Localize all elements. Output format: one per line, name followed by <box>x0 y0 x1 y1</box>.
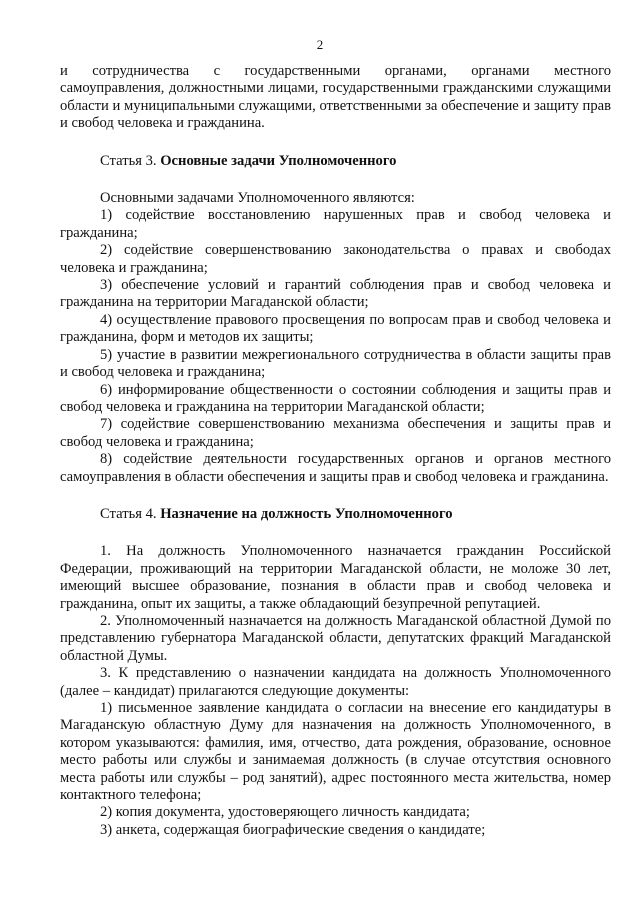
document-item: 2) копия документа, удостоверяющего личность кандидата; <box>100 804 470 821</box>
task-item: 1) содействие восстановлению нарушенных прав и свобод человека и гражданина; <box>60 207 611 241</box>
task-item: 4) осуществление правового просвещения по вопросам прав и свобод человека и гражданина, форм и методов их защиты; <box>60 311 611 346</box>
intro-line: и сотрудничества с государственными органами, органами местного <box>60 63 611 79</box>
article-4-paragraph-2: 2. Уполномоченный назначается на должность Магаданской областной Думой по представлению губернатора Магаданской области, депутатских фракций Магаданской областной Думы. <box>60 612 611 664</box>
article-4-paragraph-1: 1. На должность Уполномоченного назначается гражданин Российской Федерации, проживающий на территории Магаданской области, не моложе 30 лет, имеющий высшее образование, познания в области прав и свобод человека и гражданина, опыт их защиты, а также обладающий безупречной репутацией. <box>60 543 611 612</box>
task-item: 2) содействие совершенствованию законодательства о правах и свободах человека и гражданина; <box>60 242 611 276</box>
task-item: 8) содействие деятельности государственных органов и органов местного самоуправления в области обеспечения и защиты прав и свобод человека и гражданина. <box>60 451 611 485</box>
page-number: 2 <box>316 37 324 52</box>
task-item: 6) информирование общественности о состоянии соблюдения и защиты прав и свобод человека и гражданина на территории Магаданской области; <box>60 381 611 415</box>
task-item: 3) обеспечение условий и гарантий соблюдения прав и свобод человека и гражданина на территории Магаданской области; <box>60 277 611 311</box>
article-3-lead: Основными задачами Уполномоченного являются: <box>100 190 415 207</box>
task-item: 7) содействие совершенствованию механизма обеспечения и защиты прав и свобод человека и гражданина; <box>60 416 611 450</box>
article-3-title: Основные задачи Уполномоченного <box>160 152 397 169</box>
document-item: 1) письменное заявление кандидата о согласии на внесение его кандидатуры в Магаданскую областную Думу для назначения на должность Уполномоченного, в котором указываются: фамилия, имя, отчество, дата рождения, образование, основное место работы или службы и занимаемая должность (в случае отсутствия основного места работы или службы – род занятий), адрес постоянного места жительства, номер контактного телефона; <box>60 700 611 804</box>
intro-paragraph: самоуправления, должностными лицами, государственными гражданскими служащими области и муниципальными служащими, ответственными за обеспечение и защиту прав и свобод человека и гражданина. <box>60 80 611 132</box>
article-4-title: Назначение на должность Уполномоченного <box>160 505 453 522</box>
article-4-heading <box>60 506 611 523</box>
article-3-heading <box>60 153 611 170</box>
task-item: 5) участие в развитии межрегионального сотрудничества в области защиты прав и свобод человека и гражданина; <box>60 346 611 381</box>
document-body <box>60 63 611 839</box>
document-item: 3) анкета, содержащая биографические сведения о кандидате; <box>100 821 486 838</box>
article-4-prefix: Статья 4. <box>100 505 157 522</box>
article-4-paragraph-3: 3. К представлению о назначении кандидата на должность Уполномоченного (далее – кандидат) прилагаются следующие документы: <box>60 665 611 699</box>
article-3-prefix: Статья 3. <box>100 152 157 169</box>
